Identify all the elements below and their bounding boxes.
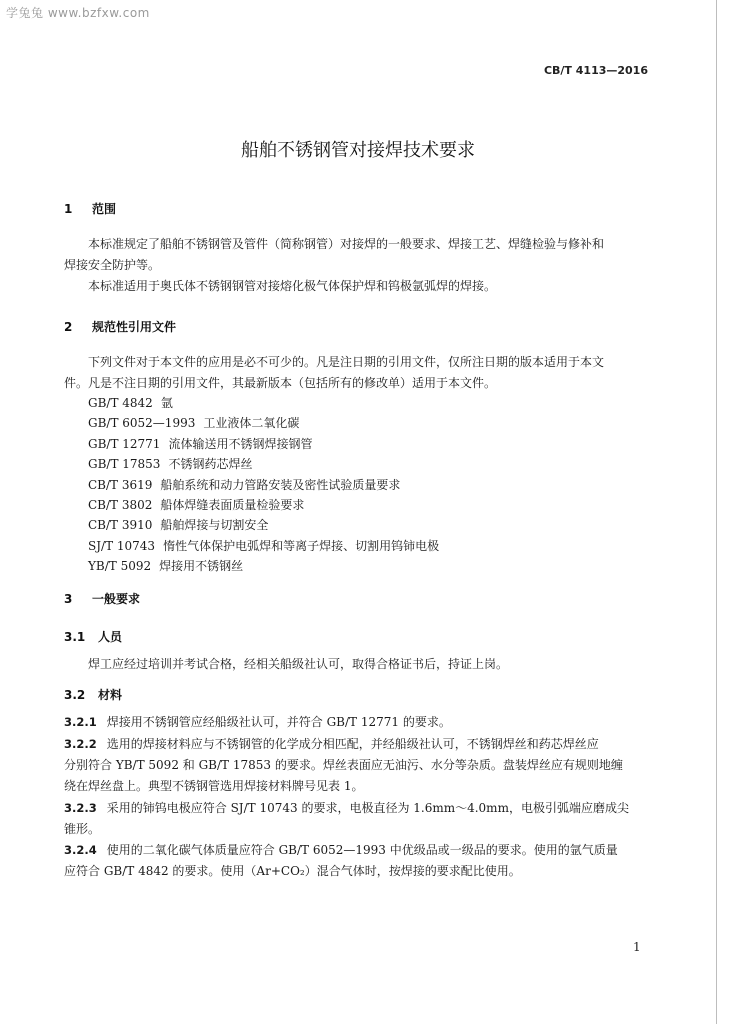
scope-paragraph-1 [64, 234, 604, 276]
text-line: 件。凡是不注日期的引用文件，其最新版本（包括所有的修改单）适用于本文件。 [64, 376, 497, 390]
document-code: CB/T 4113—2016 [543, 64, 648, 77]
text-line: 锥形。 [64, 822, 101, 836]
normative-intro [64, 352, 604, 394]
section-title: 规范性引用文件 [92, 320, 177, 334]
reference-list [88, 393, 439, 577]
reference-item [88, 454, 439, 474]
clause-3-2-1 [64, 712, 451, 733]
section-title: 人员 [98, 630, 123, 644]
section-number: 1 [64, 202, 73, 216]
text-line: 采用的铈钨电极应符合 SJ/T 10743 的要求，电极直径为 1.6mm～4.0mm，电极引弧端应磨成尖 [106, 801, 629, 815]
clause-number: 3.2.3 [64, 801, 97, 815]
reference-item [88, 536, 439, 556]
document-title: 船舶不锈钢管对接焊技术要求 [241, 140, 475, 161]
reference-item [88, 434, 439, 454]
reference-code: GB/T 12771 [88, 436, 161, 451]
reference-title: 氩 [160, 396, 173, 410]
page-number: 1 [633, 940, 641, 954]
reference-code: YB/T 5092 [88, 559, 152, 574]
section-number: 2 [64, 320, 73, 334]
reference-title: 焊接用不锈钢丝 [159, 559, 244, 574]
clause-number: 3.2.4 [64, 843, 97, 857]
reference-title: 不锈钢药芯焊丝 [168, 457, 253, 472]
reference-item [88, 495, 439, 515]
section-title: 一般要求 [92, 592, 141, 606]
reference-code: CB/T 3910 [88, 518, 153, 533]
section-3-heading [64, 590, 140, 607]
section-title: 材料 [98, 688, 123, 702]
reference-code: GB/T 4842 [88, 396, 153, 410]
text-line: 下列文件对于本文件的应用是必不可少的。凡是注日期的引用文件，仅所注日期的版本适用于本文 [88, 355, 605, 369]
reference-item [88, 556, 439, 576]
reference-code: CB/T 3802 [88, 498, 153, 513]
personnel-paragraph: 焊工应经过培训并考试合格，经相关船级社认可，取得合格证书后，持证上岗。 [88, 657, 509, 671]
text-line: 绕在焊丝盘上。典型不锈钢管选用焊接材料牌号见表 1。 [64, 779, 364, 793]
reference-code: SJ/T 10743 [88, 538, 156, 553]
text-line: 应符合 GB/T 4842 的要求。使用（Ar+CO₂）混合气体时，按焊接的要求配比使用。 [64, 864, 521, 878]
reference-title: 流体输送用不锈钢焊接钢管 [168, 436, 313, 451]
text-line: 使用的二氧化碳气体质量应符合 GB/T 6052—1993 中优级品或一级品的要求。使用的氩气质量 [106, 843, 618, 857]
reference-item [88, 393, 439, 413]
text-line: 焊接安全防护等。 [64, 258, 161, 272]
clause-3-2-3 [64, 798, 629, 840]
reference-title: 惰性气体保护电弧焊和等离子焊接、切割用钨铈电极 [163, 538, 440, 553]
reference-code: CB/T 3619 [88, 477, 153, 492]
reference-code: GB/T 6052—1993 [88, 416, 196, 431]
section-3-1-heading [64, 628, 122, 645]
section-number: 3.1 [64, 630, 86, 644]
text-line: 焊接用不锈钢管应经船级社认可，并符合 GB/T 12771 的要求。 [106, 715, 451, 729]
reference-item [88, 515, 439, 535]
section-number: 3 [64, 592, 73, 606]
reference-title: 船舶系统和动力管路安装及密性试验质量要求 [160, 477, 401, 492]
reference-title: 船体焊缝表面质量检验要求 [160, 498, 305, 513]
reference-code: GB/T 17853 [88, 457, 161, 472]
clause-3-2-4 [64, 840, 618, 882]
text-line: 本标准规定了船舶不锈钢管及管件（简称钢管）对接焊的一般要求、焊接工艺、焊缝检验与修补和 [88, 237, 605, 251]
text-line: 选用的焊接材料应与不锈钢管的化学成分相匹配，并经船级社认可，不锈钢焊丝和药芯焊丝应 [106, 737, 599, 751]
section-number: 3.2 [64, 688, 86, 702]
clause-number: 3.2.1 [64, 715, 97, 729]
section-title: 范围 [92, 202, 117, 216]
watermark: 学兔兔 www.bzfxw.com [6, 6, 150, 20]
page-edge-rule [716, 0, 717, 1024]
reference-title: 工业液体二氧化碳 [203, 416, 300, 431]
section-1-heading [64, 200, 116, 217]
reference-item [88, 475, 439, 495]
reference-title: 船舶焊接与切割安全 [160, 518, 269, 533]
section-3-2-heading [64, 686, 122, 703]
text-line: 分别符合 YB/T 5092 和 GB/T 17853 的要求。焊丝表面应无油污、水分等杂质。盘装焊丝应有规则地缠 [64, 758, 623, 772]
clause-3-2-2 [64, 734, 623, 797]
section-2-heading [64, 318, 176, 335]
clause-number: 3.2.2 [64, 737, 97, 751]
reference-item [88, 413, 439, 433]
scope-paragraph-2: 本标准适用于奥氏体不锈钢钢管对接熔化极气体保护焊和钨极氩弧焊的焊接。 [88, 279, 497, 293]
